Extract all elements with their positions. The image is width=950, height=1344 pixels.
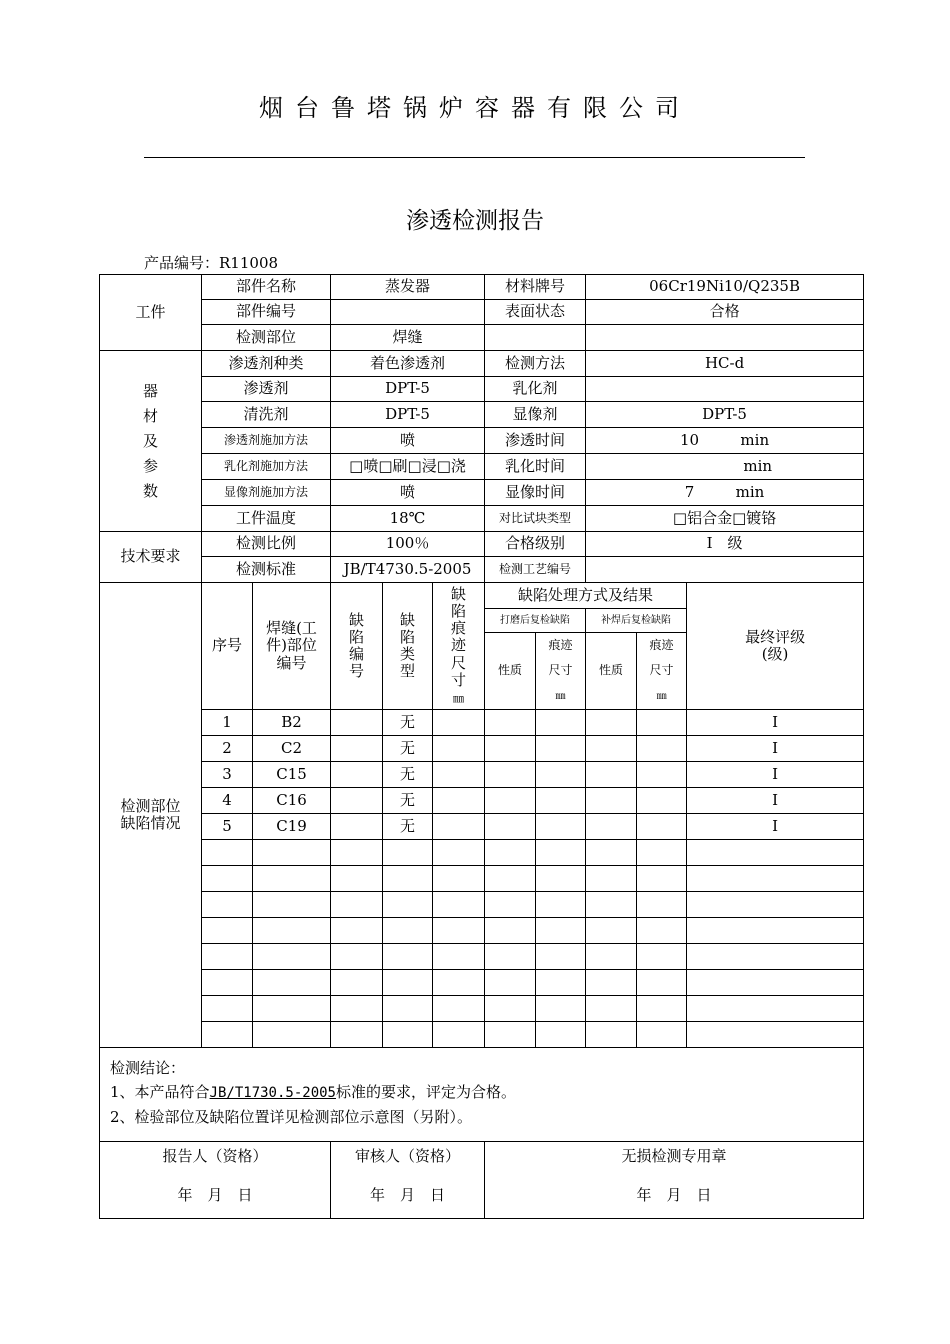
conclusion-line-1 [110, 1080, 863, 1105]
cell-repair-nature [586, 892, 637, 918]
pen-time-unit: min [740, 430, 770, 449]
conclusion-line-1-suffix: 标准的要求，评定为合格。 [335, 1083, 516, 1101]
cell-grind-size [536, 762, 586, 788]
reviewer-date: 年 月 日 [370, 1186, 446, 1205]
cell-weld [253, 892, 331, 918]
company-name: 烟台鲁塔锅炉容器有限公司 [259, 94, 691, 122]
standard-value: JB/T4730.5-2005 [331, 557, 485, 583]
product-number [144, 252, 278, 273]
cell-repair-size [637, 892, 687, 918]
cell-final [687, 918, 864, 944]
table-row [100, 710, 864, 736]
dev-apply-label: 显像剂施加方法 [202, 480, 331, 506]
row-location [100, 325, 864, 351]
cell-seq [202, 866, 253, 892]
material-label: 材料牌号 [485, 275, 586, 300]
cell-seq [202, 892, 253, 918]
dev-time-label: 显像时间 [485, 480, 586, 506]
penetrant-type-label: 渗透剂种类 [202, 351, 331, 377]
penetrant-label: 渗透剂 [202, 377, 331, 402]
cell-grind-size [536, 970, 586, 996]
reporter-date: 年 月 日 [177, 1186, 253, 1205]
procedure-label: 检测工艺编号 [485, 557, 586, 583]
header-grind-trace-text: 痕迹尺寸 [548, 638, 573, 677]
cell-grind-size [536, 892, 586, 918]
cell-weld [253, 918, 331, 944]
equipment-label [100, 351, 202, 532]
report-title: 渗透检测报告 [406, 208, 544, 234]
header-final [687, 583, 864, 710]
cell-grind-size [536, 736, 586, 762]
cell-size [433, 788, 485, 814]
equipment-char: 及 [142, 431, 158, 450]
row-part-name [100, 275, 864, 300]
equipment-char: 器 [142, 381, 158, 400]
header-rule [144, 157, 805, 158]
row-pen-apply [100, 428, 864, 454]
product-number-value: R11008 [219, 254, 279, 272]
tech-label: 技术要求 [100, 532, 202, 583]
material-value: 06Cr19Ni10/Q235B [586, 275, 864, 300]
cell-final: Ⅰ [687, 814, 864, 840]
procedure-value [586, 557, 864, 583]
emul-time-unit: min [743, 456, 773, 475]
temp-value: 18℃ [331, 506, 485, 532]
cell-repair-nature [586, 736, 637, 762]
row-conclusion [100, 1048, 864, 1142]
cleaner-label: 清洗剂 [202, 402, 331, 428]
cell-no [331, 1022, 383, 1048]
defect-section-label-line1: 检测部位 [120, 796, 181, 815]
cell-grind-size [536, 1022, 586, 1048]
header-repair-unit: ㎜ [656, 691, 667, 702]
cell-grind-size [536, 944, 586, 970]
cell-type: 无 [383, 736, 433, 762]
cell-grind-size [536, 996, 586, 1022]
cell-type [383, 866, 433, 892]
cell-final: Ⅰ [687, 762, 864, 788]
equipment-char: 数 [142, 481, 158, 500]
cell-grind-nature [485, 710, 536, 736]
emulsifier-value [586, 377, 864, 402]
emul-time-label: 乳化时间 [485, 454, 586, 480]
cell-type: 无 [383, 710, 433, 736]
cell-repair-size [637, 840, 687, 866]
cell-type [383, 918, 433, 944]
cell-grind-size [536, 788, 586, 814]
cell-repair-size [637, 944, 687, 970]
cell-weld [253, 840, 331, 866]
cell-repair-size [637, 814, 687, 840]
cell-type: 无 [383, 762, 433, 788]
cell-repair-size [637, 866, 687, 892]
cell-grind-nature [485, 944, 536, 970]
cell-repair-size [637, 970, 687, 996]
header-grind-trace [536, 633, 586, 710]
table-row [100, 866, 864, 892]
ratio-value: 100％ [331, 532, 485, 557]
row-standard [100, 557, 864, 583]
cell-grind-nature [485, 736, 536, 762]
cell-grind-size [536, 814, 586, 840]
header-repair-trace [637, 633, 687, 710]
cell-type [383, 1022, 433, 1048]
cell-grind-size [536, 866, 586, 892]
cell-repair-nature [586, 788, 637, 814]
cell-weld: C19 [253, 814, 331, 840]
header-seq: 序号 [202, 583, 253, 710]
method-value: HC-d [586, 351, 864, 377]
header-final-unit: (级) [761, 645, 789, 663]
cell-repair-size [637, 918, 687, 944]
cell-size [433, 970, 485, 996]
header-grind-unit: ㎜ [555, 691, 566, 702]
cell-weld [253, 970, 331, 996]
cell-type [383, 944, 433, 970]
cell-final: Ⅰ [687, 710, 864, 736]
reviewer-cell [331, 1142, 485, 1219]
table-row [100, 892, 864, 918]
header-repair-nature: 性质 [586, 633, 637, 710]
emul-apply-label: 乳化剂施加方法 [202, 454, 331, 480]
part-name-value: 蒸发器 [331, 275, 485, 300]
table-row [100, 762, 864, 788]
dev-time-number: 7 [684, 482, 695, 501]
cell-seq [202, 996, 253, 1022]
conclusion-standard: JB/T1730.5-2005 [209, 1085, 336, 1101]
cell-repair-nature [586, 840, 637, 866]
cell-repair-size [637, 996, 687, 1022]
header-repair: 补焊后复检缺陷 [586, 609, 687, 633]
cell-seq: 1 [202, 710, 253, 736]
table-row [100, 840, 864, 866]
method-label: 检测方法 [485, 351, 586, 377]
defect-section-label-line2: 缺陷情况 [120, 814, 181, 832]
cell-repair-size [637, 736, 687, 762]
row-part-no [100, 300, 864, 325]
seal-date: 年 月 日 [636, 1186, 712, 1205]
grade-label: 合格级别 [485, 532, 586, 557]
penetrant-value: DPT-5 [331, 377, 485, 402]
cell-grind-nature [485, 762, 536, 788]
cell-final [687, 866, 864, 892]
cell-size [433, 762, 485, 788]
cell-grind-size [536, 918, 586, 944]
cell-grind-size [536, 710, 586, 736]
cell-final: Ⅰ [687, 788, 864, 814]
conclusion [100, 1048, 864, 1142]
cell-repair-nature [586, 866, 637, 892]
cell-size [433, 736, 485, 762]
cell-no [331, 996, 383, 1022]
cell-no [331, 918, 383, 944]
block-label: 对比试块类型 [485, 506, 586, 532]
cell-type [383, 996, 433, 1022]
table-row [100, 736, 864, 762]
cell-weld: C15 [253, 762, 331, 788]
cell-repair-nature [586, 710, 637, 736]
seal-label: 无损检测专用章 [621, 1147, 727, 1165]
pen-time-label: 渗透时间 [485, 428, 586, 454]
cell-size [433, 918, 485, 944]
grade-value: Ⅰ 级 [586, 532, 864, 557]
cell-grind-nature [485, 814, 536, 840]
cell-size [433, 1022, 485, 1048]
header-weld: 焊缝(工件)部位编号 [253, 583, 331, 710]
location-empty-1 [485, 325, 586, 351]
cell-seq: 5 [202, 814, 253, 840]
cell-type [383, 970, 433, 996]
pen-apply-label: 渗透剂施加方法 [202, 428, 331, 454]
cell-size [433, 840, 485, 866]
row-signatures [100, 1142, 864, 1219]
cell-seq [202, 840, 253, 866]
cell-repair-nature [586, 996, 637, 1022]
cell-final [687, 996, 864, 1022]
cell-no [331, 814, 383, 840]
cell-no [331, 840, 383, 866]
standard-label: 检测标准 [202, 557, 331, 583]
table-row [100, 918, 864, 944]
cell-weld [253, 1022, 331, 1048]
ratio-label: 检测比例 [202, 532, 331, 557]
cell-final [687, 892, 864, 918]
inspection-table [99, 274, 864, 1219]
pen-apply-value: 喷 [331, 428, 485, 454]
emul-time-value [586, 454, 864, 480]
header-final-text: 最终评级 [745, 627, 806, 646]
penetrant-type-value: 着色渗透剂 [331, 351, 485, 377]
table-row [100, 996, 864, 1022]
dev-time-unit: min [735, 482, 765, 501]
cell-repair-nature [586, 814, 637, 840]
cell-no [331, 866, 383, 892]
table-row [100, 970, 864, 996]
equipment-char: 参 [142, 456, 158, 475]
cell-final [687, 840, 864, 866]
row-cleaner [100, 402, 864, 428]
reporter-cell [100, 1142, 331, 1219]
emulsifier-label: 乳化剂 [485, 377, 586, 402]
cell-seq [202, 944, 253, 970]
header-grind: 打磨后复检缺陷 [485, 609, 586, 633]
cell-seq [202, 1022, 253, 1048]
cell-type [383, 892, 433, 918]
cell-seq: 4 [202, 788, 253, 814]
row-temperature [100, 506, 864, 532]
surface-value: 合格 [586, 300, 864, 325]
header-repair-trace-text: 痕迹尺寸 [649, 638, 674, 677]
part-no-value [331, 300, 485, 325]
cell-repair-nature [586, 918, 637, 944]
cell-weld [253, 996, 331, 1022]
cell-no [331, 710, 383, 736]
cell-size [433, 892, 485, 918]
cell-repair-nature [586, 970, 637, 996]
cell-size [433, 814, 485, 840]
surface-label: 表面状态 [485, 300, 586, 325]
cell-repair-size [637, 788, 687, 814]
developer-label: 显像剂 [485, 402, 586, 428]
cell-weld [253, 866, 331, 892]
cell-no [331, 892, 383, 918]
cell-weld: C2 [253, 736, 331, 762]
header-grind-nature: 性质 [485, 633, 536, 710]
cell-grind-nature [485, 918, 536, 944]
cell-seq: 2 [202, 736, 253, 762]
cell-no [331, 970, 383, 996]
cell-grind-nature [485, 892, 536, 918]
row-emul-apply [100, 454, 864, 480]
row-dev-apply [100, 480, 864, 506]
table-row [100, 944, 864, 970]
seal-cell [485, 1142, 864, 1219]
cell-weld: C16 [253, 788, 331, 814]
reviewer-label: 审核人（资格） [355, 1147, 461, 1165]
header-defect-type: 缺陷类型 [383, 583, 433, 710]
cell-type: 无 [383, 788, 433, 814]
cell-repair-nature [586, 944, 637, 970]
pen-time-number: 10 [680, 430, 700, 449]
cell-weld: B2 [253, 710, 331, 736]
row-penetrant [100, 377, 864, 402]
developer-value: DPT-5 [586, 402, 864, 428]
cleaner-value: DPT-5 [331, 402, 485, 428]
equipment-char: 材 [142, 406, 158, 425]
row-penetrant-type [100, 351, 864, 377]
row-defect-header-1 [100, 583, 864, 609]
block-value: □铝合金□镀铬 [586, 506, 864, 532]
row-ratio [100, 532, 864, 557]
cell-repair-size [637, 762, 687, 788]
table-row [100, 814, 864, 840]
cell-size [433, 710, 485, 736]
cell-type [383, 840, 433, 866]
cell-grind-nature [485, 996, 536, 1022]
cell-final [687, 944, 864, 970]
cell-seq [202, 970, 253, 996]
cell-grind-nature [485, 970, 536, 996]
header-handling: 缺陷处理方式及结果 [485, 583, 687, 609]
location-empty-2 [586, 325, 864, 351]
cell-final [687, 970, 864, 996]
part-no-label: 部件编号 [202, 300, 331, 325]
conclusion-label: 检测结论： [110, 1059, 186, 1077]
reporter-label: 报告人（资格） [162, 1147, 268, 1165]
part-name-label: 部件名称 [202, 275, 331, 300]
cell-final [687, 1022, 864, 1048]
dev-time-value [586, 480, 864, 506]
conclusion-line-2: 2、检验部位及缺陷位置详见检测部位示意图（另附）。 [110, 1108, 473, 1126]
cell-no [331, 762, 383, 788]
conclusion-line-1-prefix: 1、本产品符合 [110, 1083, 210, 1101]
cell-no [331, 736, 383, 762]
header-trace-size-text: 缺陷痕迹尺寸 [451, 584, 467, 689]
defect-section-label [100, 583, 202, 1048]
header-defect-no: 缺陷编号 [331, 583, 383, 710]
header-trace-unit: ㎜ [453, 692, 465, 706]
cell-weld [253, 944, 331, 970]
cell-grind-nature [485, 788, 536, 814]
pen-time-value [586, 428, 864, 454]
cell-repair-nature [586, 762, 637, 788]
table-row [100, 788, 864, 814]
cell-size [433, 944, 485, 970]
header-trace-size [433, 583, 485, 710]
cell-type: 无 [383, 814, 433, 840]
cell-final: Ⅰ [687, 736, 864, 762]
cell-seq: 3 [202, 762, 253, 788]
cell-repair-size [637, 710, 687, 736]
temp-label: 工件温度 [202, 506, 331, 532]
dev-apply-value: 喷 [331, 480, 485, 506]
product-number-label: 产品编号： [144, 254, 220, 272]
table-row [100, 1022, 864, 1048]
cell-no [331, 944, 383, 970]
cell-grind-nature [485, 1022, 536, 1048]
location-value: 焊缝 [331, 325, 485, 351]
cell-repair-nature [586, 1022, 637, 1048]
cell-size [433, 866, 485, 892]
location-label: 检测部位 [202, 325, 331, 351]
cell-repair-size [637, 1022, 687, 1048]
emul-apply-value: □喷□刷□浸□浇 [331, 454, 485, 480]
cell-grind-nature [485, 866, 536, 892]
workpiece-label: 工件 [100, 275, 202, 351]
cell-grind-size [536, 840, 586, 866]
cell-no [331, 788, 383, 814]
cell-seq [202, 918, 253, 944]
cell-grind-nature [485, 840, 536, 866]
cell-size [433, 996, 485, 1022]
